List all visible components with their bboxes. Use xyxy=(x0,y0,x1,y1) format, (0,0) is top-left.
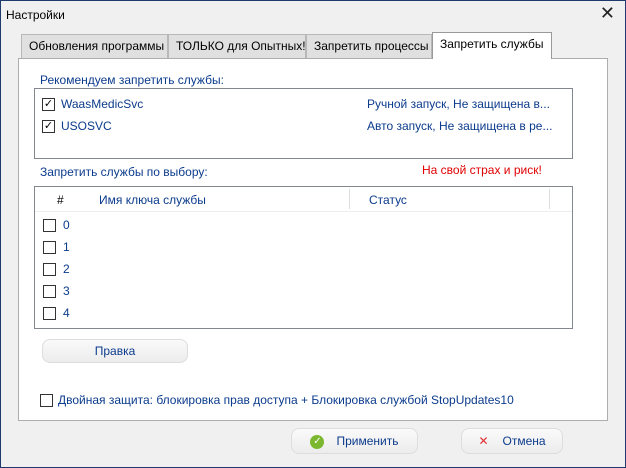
row-checkbox[interactable] xyxy=(43,263,56,276)
service-status: Авто запуск, Не защищена в ре... xyxy=(367,119,553,133)
table-row[interactable] xyxy=(35,281,572,303)
row-checkbox[interactable] xyxy=(43,307,56,320)
custom-label: Запретить службы по выбору: xyxy=(40,165,208,179)
double-protection-checkbox[interactable] xyxy=(40,394,53,407)
column-divider[interactable] xyxy=(349,189,350,209)
column-key-name[interactable]: Имя ключа службы xyxy=(99,193,206,207)
checkbox-checked[interactable]: ✓ xyxy=(43,120,54,132)
table-row[interactable] xyxy=(35,259,572,281)
apply-label: Применить xyxy=(336,434,399,448)
service-name: USOSVC xyxy=(61,119,112,133)
row-number: 0 xyxy=(63,218,70,232)
warning-text: На свой страх и риск! xyxy=(422,163,542,177)
service-status: Ручной запуск, Не защищена в... xyxy=(367,97,550,111)
tab-block-processes[interactable]: Запретить процессы xyxy=(306,34,432,58)
row-number: 4 xyxy=(63,306,70,320)
cross-icon: ✕ xyxy=(478,434,489,448)
recommended-label: Рекомендуем запретить службы: xyxy=(40,73,224,87)
window-title: Настройки xyxy=(6,8,65,22)
service-name: WaasMedicSvc xyxy=(61,97,144,111)
edit-button[interactable]: Правка xyxy=(42,339,188,363)
row-checkbox[interactable] xyxy=(43,241,56,254)
tab-experts-only[interactable]: ТОЛЬКО для Опытных! xyxy=(168,34,306,58)
checkbox-checked[interactable]: ✓ xyxy=(43,98,54,110)
column-number[interactable]: # xyxy=(57,193,64,207)
services-table xyxy=(34,186,573,329)
table-row[interactable] xyxy=(35,303,572,325)
table-header xyxy=(35,187,572,212)
list-item[interactable] xyxy=(35,93,572,115)
row-checkbox[interactable] xyxy=(43,285,56,298)
check-icon: ✓ xyxy=(310,435,324,449)
list-item[interactable] xyxy=(35,115,572,137)
tab-panel xyxy=(18,58,608,421)
row-number: 2 xyxy=(63,262,70,276)
table-row[interactable] xyxy=(35,237,572,259)
table-row[interactable] xyxy=(35,215,572,237)
cancel-label: Отмена xyxy=(502,434,546,448)
double-protection-label: Двойная защита: блокировка прав доступа + Блокировка службой StopUpdates10 xyxy=(58,393,514,407)
row-number: 1 xyxy=(63,240,70,254)
apply-button[interactable] xyxy=(291,428,418,454)
tab-program-updates[interactable]: Обновления программы xyxy=(21,34,168,58)
column-status[interactable]: Статус xyxy=(369,193,407,207)
tab-block-services[interactable]: Запретить службы xyxy=(432,32,552,59)
row-number: 3 xyxy=(63,284,70,298)
recommended-list xyxy=(34,88,573,159)
cancel-button[interactable] xyxy=(461,428,563,454)
close-icon[interactable]: ✕ xyxy=(599,3,615,23)
column-divider[interactable] xyxy=(549,189,550,209)
row-checkbox[interactable] xyxy=(43,219,56,232)
